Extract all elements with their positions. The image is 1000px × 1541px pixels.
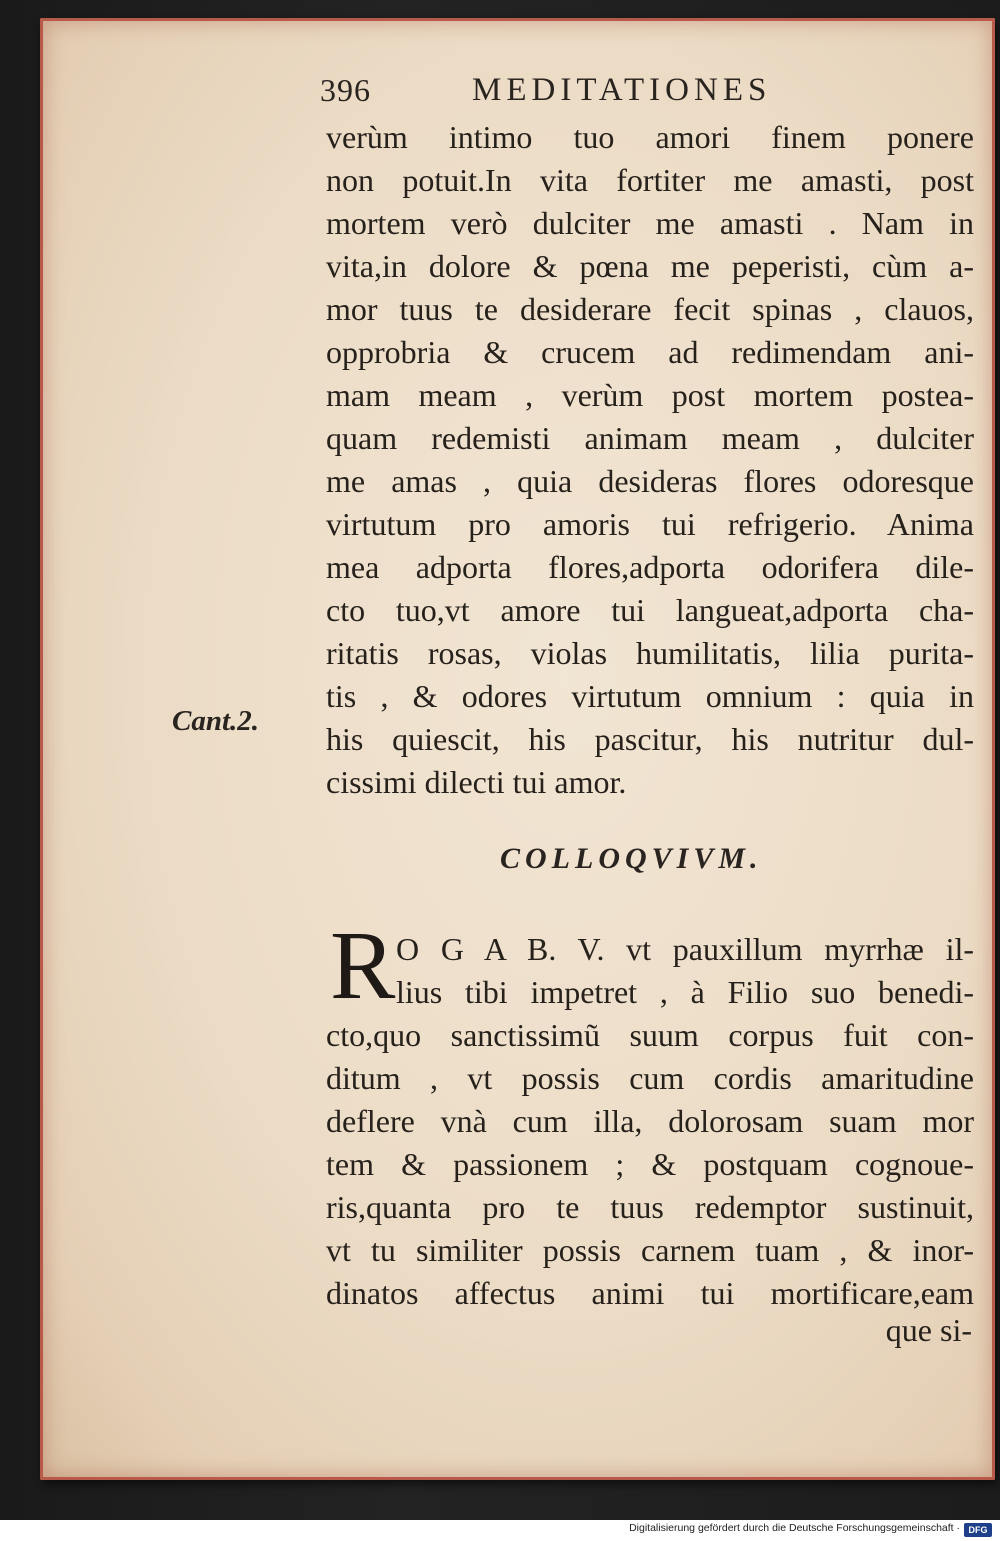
text-line: deflere vnà cum illa, dolorosam suam mor bbox=[326, 1103, 974, 1139]
text-line: quam redemisti animam meam , dulciter bbox=[326, 420, 974, 456]
text-line: O G A B. V. vt pauxillum myrrhæ il- bbox=[396, 931, 974, 967]
text-line: vt tu similiter possis carnem tuam , & inor- bbox=[326, 1232, 974, 1268]
text-line: tem & passionem ; & postquam cognoue- bbox=[326, 1146, 974, 1182]
text-line: dinatos affectus animi tui mortificare,eam bbox=[326, 1275, 974, 1311]
text-line: mea adporta flores,adporta odorifera dile- bbox=[326, 549, 974, 585]
text-line: cissimi dilecti tui amor. bbox=[326, 764, 627, 800]
text-line: ritatis rosas, violas humilitatis, lilia purita- bbox=[326, 635, 974, 671]
text-line: me amas , quia desideras flores odoresque bbox=[326, 463, 974, 499]
section-heading: COLLOQVIVM. bbox=[500, 842, 763, 875]
text-line: tis , & odores virtutum omnium : quia in bbox=[326, 678, 974, 714]
text-line: mam meam , verùm post mortem postea- bbox=[326, 377, 974, 413]
footer-bar bbox=[0, 1520, 1000, 1541]
catchword: que si- bbox=[885, 1312, 972, 1348]
text-line: lius tibi impetret , à Filio suo benedi- bbox=[396, 974, 974, 1010]
text-line: his quiescit, his pascitur, his nutritur dul- bbox=[326, 721, 974, 757]
dfg-logo-icon: DFG bbox=[964, 1523, 992, 1537]
text-line: cto,quo sanctissimũ suum corpus fuit con- bbox=[326, 1017, 974, 1053]
marginal-note: Cant.2. bbox=[172, 705, 260, 737]
text-line: verùm intimo tuo amori finem ponere bbox=[326, 119, 974, 155]
text-line: vita,in dolore & pœna me peperisti, cùm a- bbox=[326, 248, 974, 284]
text-line: mor tuus te desiderare fecit spinas , clauos, bbox=[326, 291, 974, 327]
drop-cap-initial: R bbox=[330, 912, 396, 1020]
page-header bbox=[320, 72, 880, 112]
running-title: MEDITATIONES bbox=[472, 72, 772, 108]
page-number: 396 bbox=[320, 72, 371, 108]
main-text-block bbox=[326, 116, 974, 804]
text-line: ris,quanta pro te tuus redemptor sustinuit, bbox=[326, 1189, 974, 1225]
text-line: non potuit.In vita fortiter me amasti, post bbox=[326, 162, 974, 198]
text-line: virtutum pro amoris tui refrigerio. Anima bbox=[326, 506, 974, 542]
colloquium-text-block bbox=[326, 912, 974, 1315]
text-line: mortem verò dulciter me amasti . Nam in bbox=[326, 205, 974, 241]
text-line: cto tuo,vt amore tui langueat,adporta cha- bbox=[326, 592, 974, 628]
text-line: opprobria & crucem ad redimendam ani- bbox=[326, 334, 974, 370]
digitization-credit: Digitalisierung gefördert durch die Deutsche Forschungsgemeinschaft · bbox=[629, 1522, 960, 1534]
text-line: ditum , vt possis cum cordis amaritudine bbox=[326, 1060, 974, 1096]
